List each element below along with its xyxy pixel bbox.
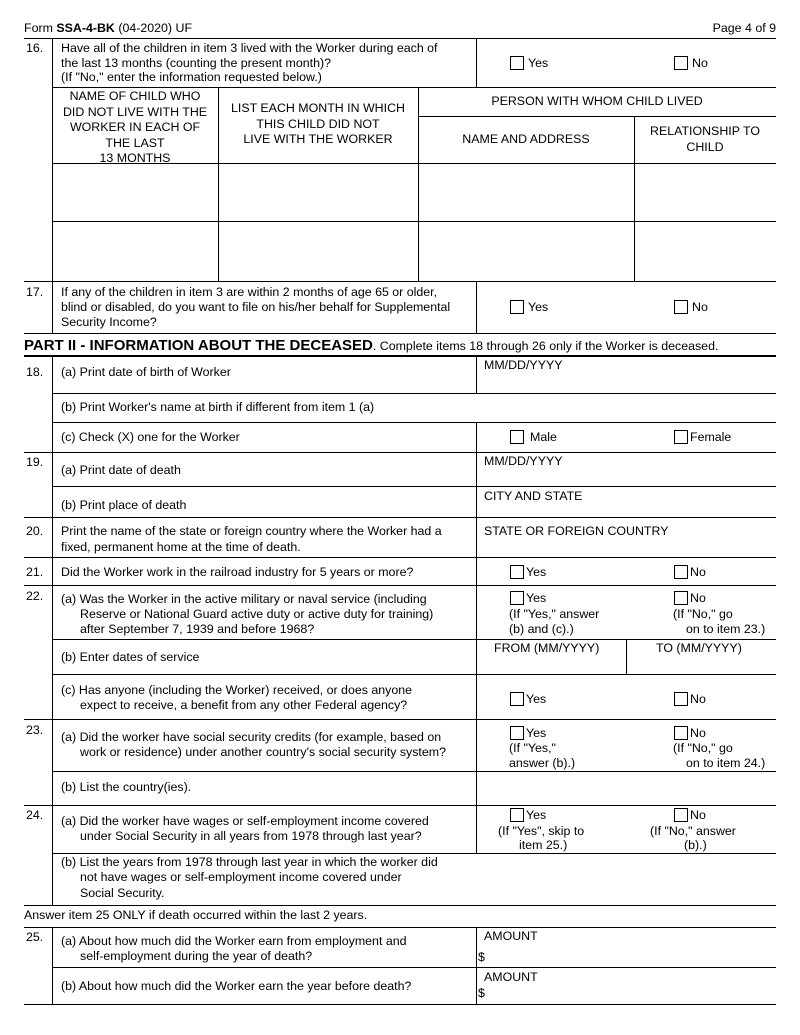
rule [24,1004,776,1005]
rule [476,38,477,87]
item22a-yes-checkbox[interactable] [510,591,524,605]
rule [24,905,776,906]
item18c-label: (c) Check (X) one for the Worker [61,430,240,444]
item16-question: Have all of the children in item 3 lived with the Worker during each of [61,41,438,55]
item-number: 21. [26,565,44,579]
no-note: (b).) [684,838,707,852]
birthdate-field[interactable] [477,356,776,392]
home-country-field[interactable] [477,518,776,556]
service-to-field-hint: TO (MM/YYYY) [656,641,742,655]
no-label: No [690,591,706,605]
yes-note: (If "Yes", skip to [498,824,585,838]
yes-label: Yes [526,692,547,706]
col-header-line: THIS CHILD DID NOT [256,116,380,131]
death-place-field[interactable] [477,487,776,516]
rule [24,281,776,282]
item22a-question: after September 7, 1939 and before 1968? [80,622,315,636]
item19b-label: (b) Print place of death [61,498,187,512]
female-checkbox[interactable] [674,430,688,444]
item25b-question: (b) About how much did the Worker earn the year before death? [61,979,412,993]
rule [24,805,776,806]
item23a-question: (a) Did the worker have social security credits (for example, based on [61,730,442,744]
female-label: Female [690,430,732,444]
item22a-question: (a) Was the Worker in the active military or naval service (including [61,592,427,606]
rule [52,557,53,585]
form-code: SSA-4-BK [56,21,115,35]
yes-label: Yes [526,726,547,740]
item-number: 20. [26,524,44,538]
rule [418,116,776,117]
col-header-line: LIST EACH MONTH IN WHICH [231,101,405,115]
col-person-header: PERSON WITH WHOM CHILD LIVED [491,94,703,108]
item22a-no-checkbox[interactable] [674,591,688,605]
col-header-line: NAME OF CHILD WHO [69,89,201,103]
col-header-line: RELATIONSHIP TO [650,124,760,138]
no-label: No [690,726,706,740]
no-note: on to item 24.) [686,756,766,770]
rule [476,805,477,853]
rule [24,38,776,39]
item24b-label: not have wages or self-employment income covered under [80,870,402,884]
item24b-label: Social Security. [80,886,165,900]
male-checkbox[interactable] [510,430,524,444]
item-number: 17. [26,285,44,299]
item20-question: fixed, permanent home at the time of death. [61,540,301,554]
item23a-question: work or residence) under another country's social security system? [80,745,446,759]
item18b-label: (b) Print Worker's name at birth if different from item 1 (a) [61,400,375,414]
yes-label: Yes [526,808,547,822]
rule [476,281,477,333]
rule [52,355,53,452]
yes-note: (If "Yes," answer [509,607,600,621]
rule [476,422,477,452]
dollar-sign: $ [478,986,485,1000]
item24a-question: under Social Security in all years from 1978 through last year? [80,829,422,843]
uncovered-years-field[interactable] [477,854,776,904]
rule [52,517,53,557]
no-label: No [690,808,706,822]
rule [52,422,776,423]
rule [52,452,53,517]
rule [52,927,53,1004]
rule [52,87,776,88]
death-date-field[interactable] [477,453,776,485]
item21-yes-checkbox[interactable] [510,565,524,579]
col-name-address-header: NAME AND ADDRESS [462,132,590,146]
item17-yes-checkbox[interactable] [510,300,524,314]
item17-question: If any of the children in item 3 are within 2 months of age 65 or older, [61,285,438,299]
male-label: Male [530,430,557,444]
col-header-line: DID NOT LIVE WITH THE [62,104,208,119]
dollar-sign: $ [478,950,485,964]
item16-question: (If "No," enter the information requested below.) [61,70,322,84]
item21-question: Did the Worker work in the railroad industry for 5 years or more? [61,565,414,579]
form-id [24,21,192,37]
item-number: 25. [26,930,44,944]
no-label: No [690,565,706,579]
rule [52,674,776,675]
service-from-field-hint: FROM (MM/YYYY) [494,641,600,655]
col-header-line: CHILD [686,139,724,154]
item22a-question: Reserve or National Guard active duty or active duty for training) [80,607,434,621]
no-label: No [692,56,708,70]
yes-note: (If "Yes," [509,741,556,755]
col-relationship-header [634,124,776,155]
col-header-line: LIVE WITH THE WORKER [243,132,393,146]
death-date-field-hint: MM/DD/YYYY [484,454,563,468]
part2-title: PART II - INFORMATION ABOUT THE DECEASED [24,337,373,354]
service-to-field[interactable] [627,640,776,673]
form-prefix: Form [24,21,57,35]
col-header-line: WORKER IN EACH OF [69,120,201,134]
rule [24,333,776,334]
item22c-no-checkbox[interactable] [674,692,688,706]
service-from-field[interactable] [477,640,625,673]
col-months-header [218,101,418,148]
yes-label: Yes [528,56,549,70]
countries-field[interactable] [477,772,776,804]
item17-question: Security Income? [61,315,157,329]
item24a-yes-checkbox[interactable] [510,808,524,822]
home-country-field-hint: STATE OR FOREIGN COUNTRY [484,524,669,538]
no-label: No [692,300,708,314]
rule [52,805,53,905]
col-header-line: 13 MONTHS [99,151,171,165]
item16-question: the last 13 months (counting the present month)? [61,56,331,70]
item22c-question: (c) Has anyone (including the Worker) received, or does anyone [61,683,413,697]
item22c-question: expect to receive, a benefit from any other Federal agency? [80,698,408,712]
item23a-yes-checkbox[interactable] [510,726,524,740]
rule [24,557,776,558]
yes-label: Yes [528,300,549,314]
item22b-label: (b) Enter dates of service [61,650,200,664]
rule [52,38,53,87]
yes-note: (b) and (c).) [509,622,574,636]
item-number: 24. [26,808,44,822]
item16-yes-checkbox[interactable] [510,56,524,70]
item25a-question: self-employment during the year of death? [80,949,313,963]
prior-year-earnings-hint: AMOUNT [484,970,538,984]
yes-note: answer (b).) [509,756,576,770]
rule [52,719,53,805]
no-note: on to item 23.) [686,622,766,636]
year-of-death-earnings-field[interactable] [477,928,776,966]
item-number: 22. [26,589,44,603]
rule [52,221,776,222]
item-number: 16. [26,41,44,55]
rule [24,719,776,720]
item-number: 23. [26,723,44,737]
col-header-line: THE LAST [105,135,165,150]
item21-no-checkbox[interactable] [674,565,688,579]
no-note: (If "No," go [673,741,733,755]
item18a-label: (a) Print date of birth of Worker [61,365,231,379]
yes-note: item 25.) [519,838,568,852]
item16-no-checkbox[interactable] [674,56,688,70]
page-number: Page 4 of 9 [712,21,776,35]
rule [52,585,53,719]
birthdate-field-hint: MM/DD/YYYY [484,358,563,372]
item22c-yes-checkbox[interactable] [510,692,524,706]
no-label: No [690,692,706,706]
rule [24,585,776,586]
item19a-label: (a) Print date of death [61,463,181,477]
item25-instruction: Answer item 25 ONLY if death occurred within the last 2 years. [24,908,368,922]
prior-year-earnings-field[interactable] [477,968,776,1003]
birth-name-field[interactable] [370,394,776,421]
item23a-no-checkbox[interactable] [674,726,688,740]
yes-label: Yes [526,591,547,605]
form-header [24,21,776,37]
year-of-death-earnings-hint: AMOUNT [484,929,538,943]
item-number: 18. [26,365,44,379]
rule [52,281,53,333]
rule [476,557,477,585]
item17-question: blind or disabled, do you want to file on his/her behalf for Supplemental [61,300,451,314]
item25a-question: (a) About how much did the Worker earn from employment and [61,934,407,948]
no-note: (If "No," answer [650,824,736,838]
part2-heading [24,337,718,356]
item24b-label: (b) List the years from 1978 through last year in which the worker did [61,855,438,869]
yes-label: Yes [526,565,547,579]
item23b-label: (b) List the country(ies). [61,780,192,794]
item17-no-checkbox[interactable] [674,300,688,314]
form-suffix: (04-2020) UF [114,21,193,35]
item-number: 19. [26,455,44,469]
item24a-no-checkbox[interactable] [674,808,688,822]
col-child-name-header [52,89,218,167]
item20-question: Print the name of the state or foreign country where the Worker had a [61,524,442,538]
no-note: (If "No," go [673,607,733,621]
part2-note: . Complete items 18 through 26 only if the Worker is deceased. [372,339,719,353]
death-place-field-hint: CITY AND STATE [484,489,583,503]
item24a-question: (a) Did the worker have wages or self-employment income covered [61,814,429,828]
